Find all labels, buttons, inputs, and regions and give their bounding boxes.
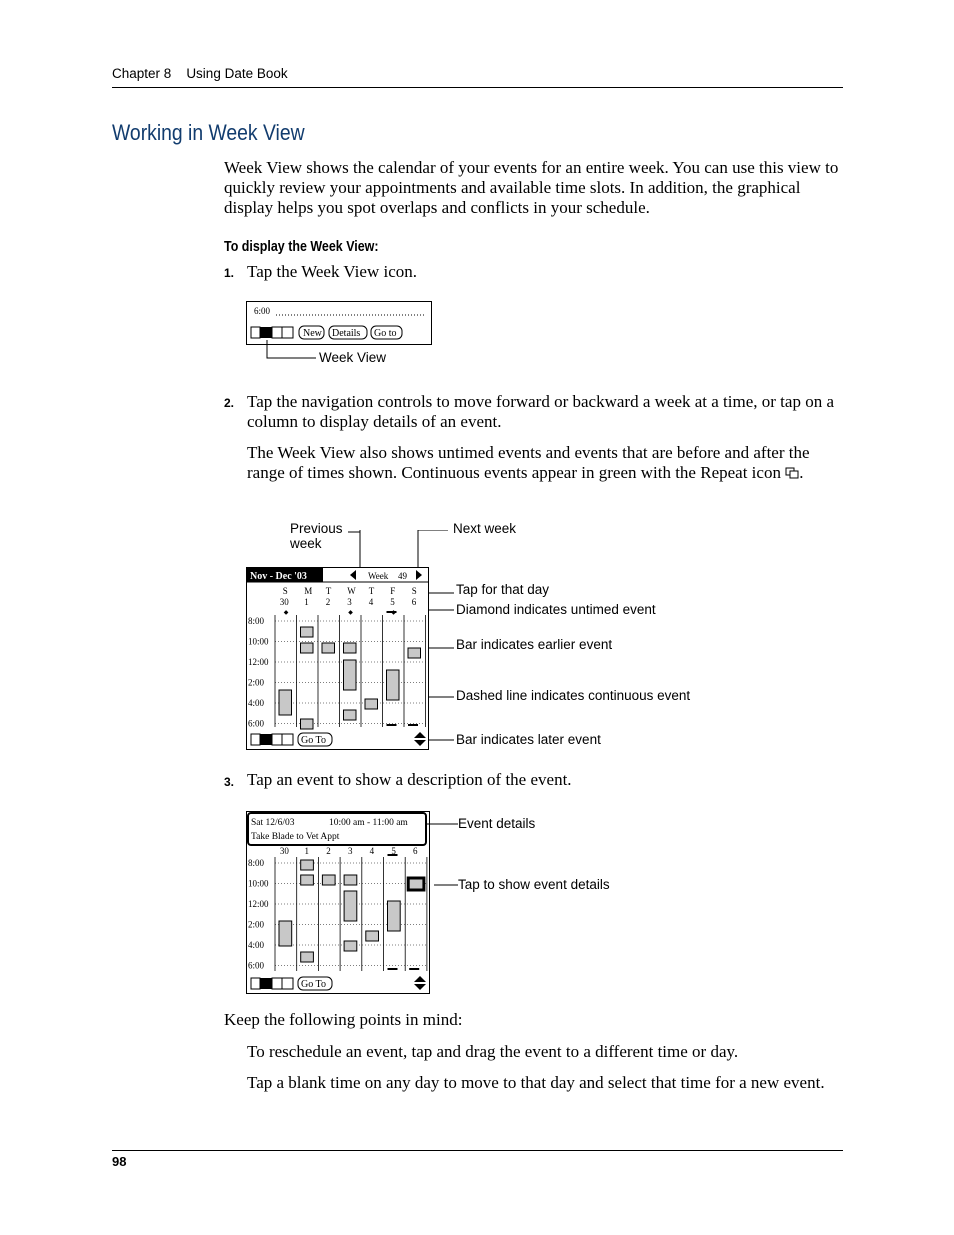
intro-paragraph: Week View shows the calendar of your events for an entire week. You can use this view to quickly review your appointments and available time slots. In addition, the graphical display helps you spot overlaps and conflicts in your schedule. [224, 158, 839, 217]
event-block [301, 627, 314, 637]
header-range: Nov - Dec '03 [250, 571, 307, 582]
callout-event-details: Event details [458, 816, 536, 831]
day-number: 30 [279, 846, 289, 856]
event-block [322, 643, 335, 653]
event-block [387, 670, 400, 700]
day-number: 4 [368, 597, 374, 607]
callout-week-view: Week View [319, 350, 387, 365]
day-number: 6 [411, 597, 417, 607]
event-block [301, 643, 314, 653]
day-number: 2 [325, 597, 331, 607]
footer-rule [112, 1150, 843, 1151]
day-letter: T [368, 586, 375, 596]
event-block [344, 875, 357, 885]
time-label: 4:00 [248, 698, 265, 708]
time-label: 6:00 [248, 960, 265, 971]
step-text: Tap an event to show a description of the event. [247, 770, 572, 789]
day-letter: W [347, 586, 356, 596]
event-block [366, 931, 379, 941]
day-number: 6 [413, 846, 418, 856]
callout-bar-later: Bar indicates later event [456, 732, 601, 747]
day-letter: M [304, 586, 313, 596]
event-block [365, 699, 378, 709]
day-number: 4 [369, 846, 375, 856]
untimed-diamond: ◆ [391, 610, 396, 616]
time-label: 4:00 [248, 940, 265, 950]
detail-date: Sat 12/6/03 [251, 818, 295, 828]
event-block [301, 719, 314, 729]
keep-in-mind: Keep the following points in mind: [224, 1010, 463, 1029]
goto-label: Go To [301, 735, 326, 746]
day-letter: S [282, 586, 288, 596]
time-label: 2:00 [248, 677, 265, 688]
day-number: 1 [304, 846, 310, 856]
figure-week-view-screen [246, 567, 429, 750]
time-label: 12:00 [248, 899, 269, 909]
time-label: 2:00 [248, 919, 265, 930]
repeat-icon [785, 467, 799, 479]
time-label: 8:00 [248, 858, 265, 868]
time-label: 10:00 [248, 636, 269, 647]
day-number: 5 [390, 597, 395, 607]
time-label: 8:00 [248, 616, 265, 626]
day-letter: S [411, 586, 417, 596]
step-number: 1. [224, 266, 235, 280]
callout-dashed: Dashed line indicates continuous event [456, 688, 691, 703]
untimed-diamond: ◆ [283, 610, 289, 616]
day-letter: T [325, 586, 332, 596]
header-rule [112, 87, 843, 88]
day-number: 3 [347, 846, 353, 856]
selected-event [408, 878, 424, 890]
goto-button-label: Go to [374, 328, 397, 339]
event-details-screen [246, 811, 430, 994]
week-view-screen [246, 567, 429, 750]
day-number: 1 [304, 597, 309, 607]
callout-diamond: Diamond indicates untimed event [456, 602, 656, 617]
callout-bar-earlier: Bar indicates earlier event [456, 637, 613, 652]
time-label: 6:00 [254, 306, 271, 316]
time-label: 12:00 [248, 657, 269, 667]
point-item: To reschedule an event, tap and drag the event to a different time or day. [247, 1042, 739, 1061]
step2-note-end: . [799, 463, 804, 482]
section-title: Working in Week View [112, 120, 305, 145]
event-block [408, 648, 421, 658]
goto-label: Go To [301, 979, 326, 990]
callout-tap-show: Tap to show event details [458, 877, 610, 892]
pda-toolbar-illustration [246, 301, 432, 345]
time-label: 6:00 [248, 718, 265, 729]
figure3-callout-lines [426, 820, 460, 890]
event-block [344, 643, 357, 653]
running-header [112, 66, 288, 81]
untimed-diamond: ◆ [348, 610, 353, 616]
time-label: 10:00 [248, 878, 269, 889]
week-label: Week [368, 571, 389, 581]
callout-next-week: Next week [453, 521, 517, 536]
event-block [279, 921, 292, 946]
day-number: 3 [347, 597, 352, 607]
page-number: 98 [112, 1154, 127, 1169]
event-block [344, 710, 357, 720]
event-block [344, 941, 357, 951]
figure-event-details-screen [246, 811, 430, 994]
event-block [301, 860, 314, 870]
chapter-label: Chapter 8 [112, 66, 172, 81]
callout-line-week-view [266, 340, 320, 360]
event-block [388, 901, 401, 931]
detail-desc: Take Blade to Vet Appt [251, 832, 340, 842]
day-number: 5 [391, 846, 396, 856]
day-number: 2 [326, 846, 331, 856]
day-letter: F [390, 586, 396, 596]
new-button-label: New [303, 328, 322, 339]
step-text: Tap the Week View icon. [247, 262, 417, 281]
event-block [322, 875, 335, 885]
week-view-icon [260, 327, 272, 338]
figure-week-view-icon [246, 301, 432, 345]
detail-time: 10:00 am - 11:00 am [329, 818, 408, 828]
event-block [344, 660, 357, 690]
details-button-label: Details [332, 328, 361, 339]
event-block [301, 875, 314, 885]
callout-tap-day: Tap for that day [456, 582, 550, 597]
step2-note-text: The Week View also shows untimed events and events that are before and after the range of times shown. Continuous events appear in green with the Repeat icon [247, 443, 810, 482]
step-text: Tap the navigation controls to move forward or backward a week at a time, or tap on a column to display details of an event. [247, 392, 834, 431]
event-block [344, 891, 357, 921]
step-number: 2. [224, 396, 235, 410]
procedure-title: To display the Week View: [224, 239, 379, 255]
day-number: 30 [279, 597, 289, 607]
step2-note [247, 443, 843, 483]
callout-previous-week: Previous week [290, 521, 343, 551]
week-number: 49 [398, 571, 407, 581]
step-number: 3. [224, 775, 235, 789]
event-block [301, 952, 314, 962]
chapter-title: Using Date Book [186, 66, 288, 81]
point-item: Tap a blank time on any day to move to that day and select that time for a new event. [247, 1073, 825, 1092]
event-block [279, 690, 292, 715]
